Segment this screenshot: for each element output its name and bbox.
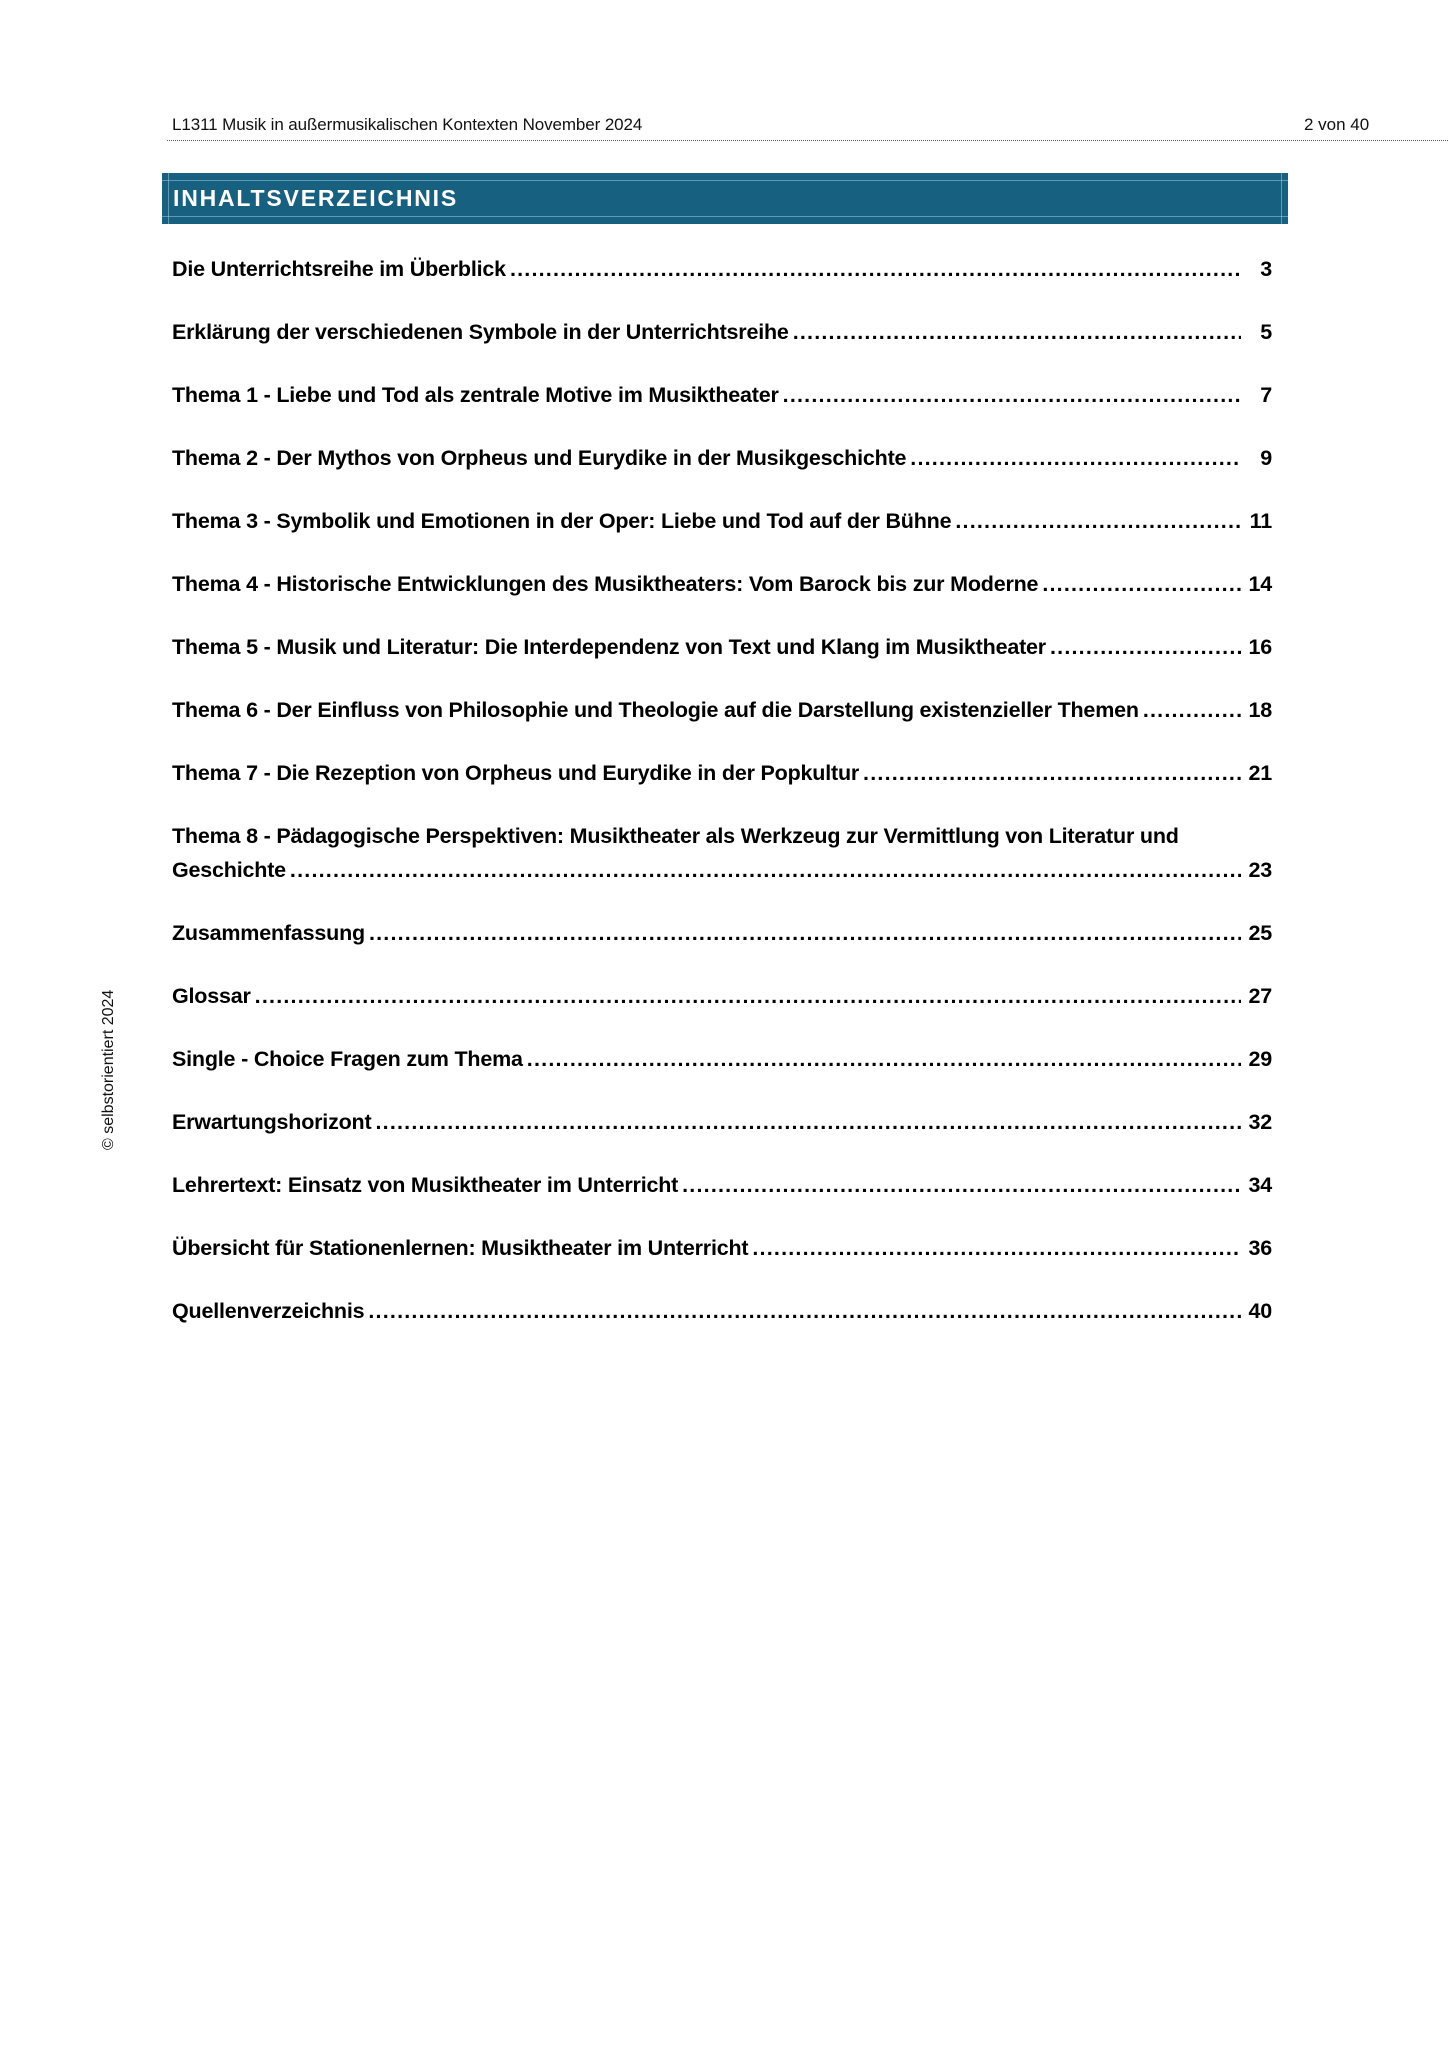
toc-entry-title[interactable]: Thema 1 - Liebe und Tod als zentrale Motive im Musiktheater — [172, 383, 779, 407]
heading-border-line — [162, 216, 1288, 217]
toc-dot-leader — [369, 916, 1241, 950]
toc-dot-leader — [682, 1168, 1241, 1202]
toc-entry-title[interactable]: Erklärung der verschiedenen Symbole in der Unterrichtsreihe — [172, 320, 789, 344]
toc-dot-leader — [255, 979, 1241, 1013]
toc-entry-page[interactable]: 16 — [1248, 635, 1272, 659]
toc-entry-page[interactable]: 9 — [1260, 446, 1272, 470]
toc-heading-bar — [162, 173, 1288, 224]
toc-dot-leader — [783, 378, 1241, 412]
toc-heading: INHALTSVERZEICHNIS — [173, 185, 458, 211]
toc-dot-leader — [863, 756, 1241, 790]
toc-entry[interactable] — [172, 378, 1272, 412]
toc-dot-leader — [752, 1231, 1241, 1265]
toc-entry[interactable] — [172, 979, 1272, 1013]
toc-entry-page[interactable]: 29 — [1248, 1047, 1272, 1071]
toc-dot-leader — [527, 1042, 1241, 1076]
toc-entry-title[interactable]: Thema 5 - Musik und Literatur: Die Interdependenz von Text und Klang im Musiktheater — [172, 635, 1046, 659]
toc-entry-title[interactable]: Erwartungshorizont — [172, 1110, 372, 1134]
toc-entry-title[interactable]: Übersicht für Stationenlernen: Musiktheater im Unterricht — [172, 1236, 749, 1260]
toc-entry[interactable] — [172, 756, 1272, 790]
toc-entry-title-line1[interactable]: Thema 8 - Pädagogische Perspektiven: Musiktheater als Werkzeug zur Vermittlung von Literatur und — [172, 824, 1179, 848]
heading-border-line — [162, 180, 1288, 181]
page-indicator: 2 von 40 — [1304, 115, 1370, 134]
heading-border-line — [168, 173, 169, 224]
toc-entry[interactable] — [172, 1168, 1272, 1202]
toc-entry-page[interactable]: 5 — [1260, 320, 1272, 344]
toc-entry[interactable] — [172, 1105, 1272, 1139]
heading-border-line — [1281, 173, 1282, 224]
toc-entry[interactable] — [172, 252, 1272, 286]
toc-dot-leader — [910, 441, 1241, 475]
toc-entry-title[interactable]: Thema 7 - Die Rezeption von Orpheus und Eurydike in der Popkultur — [172, 761, 860, 785]
toc-dot-leader — [510, 252, 1241, 286]
toc-entry[interactable] — [172, 504, 1272, 538]
toc-entry[interactable] — [172, 916, 1272, 950]
toc-dot-leader — [1143, 693, 1241, 727]
toc-entry[interactable] — [172, 1231, 1272, 1265]
copyright-notice: © selbstorientiert 2024 — [100, 989, 117, 1150]
toc-entry-page[interactable]: 34 — [1248, 1173, 1272, 1197]
toc-entry[interactable] — [172, 1042, 1272, 1076]
toc-entry[interactable] — [172, 315, 1272, 349]
toc-dot-leader — [1050, 630, 1241, 664]
toc-entry-page[interactable]: 36 — [1248, 1236, 1272, 1260]
toc-entry-page[interactable]: 3 — [1260, 257, 1272, 281]
toc-entry-page[interactable]: 23 — [1248, 858, 1272, 882]
toc-entry-title[interactable]: Zusammenfassung — [172, 921, 365, 945]
table-of-contents — [172, 252, 1272, 1357]
toc-dot-leader — [793, 315, 1241, 349]
toc-dot-leader — [1042, 567, 1241, 601]
toc-entry-title[interactable]: Thema 3 - Symbolik und Emotionen in der Oper: Liebe und Tod auf der Bühne — [172, 509, 952, 533]
toc-entry-title[interactable]: Thema 6 - Der Einfluss von Philosophie und Theologie auf die Darstellung existenzieller Themen — [172, 698, 1139, 722]
toc-entry-title[interactable]: Thema 4 - Historische Entwicklungen des Musiktheaters: Vom Barock bis zur Moderne — [172, 572, 1039, 596]
toc-dot-leader — [290, 853, 1241, 887]
toc-dot-leader — [375, 1105, 1241, 1139]
toc-entry[interactable] — [172, 441, 1272, 475]
toc-entry[interactable] — [172, 819, 1272, 887]
toc-entry-title[interactable]: Glossar — [172, 984, 251, 1008]
document-title: L1311 Musik in außermusikalischen Kontexten November 2024 — [172, 115, 643, 134]
toc-dot-leader — [368, 1294, 1241, 1328]
toc-entry-title[interactable]: Lehrertext: Einsatz von Musiktheater im Unterricht — [172, 1173, 679, 1197]
toc-entry-page[interactable]: 27 — [1248, 984, 1272, 1008]
toc-entry-page[interactable]: 40 — [1248, 1299, 1272, 1323]
toc-entry-title[interactable]: Die Unterrichtsreihe im Überblick — [172, 257, 506, 281]
toc-dot-leader — [955, 504, 1241, 538]
toc-entry-title[interactable]: Quellenverzeichnis — [172, 1299, 365, 1323]
toc-entry-page[interactable]: 25 — [1248, 921, 1272, 945]
toc-entry-title[interactable]: Thema 2 - Der Mythos von Orpheus und Eurydike in der Musikgeschichte — [172, 446, 907, 470]
toc-entry[interactable] — [172, 630, 1272, 664]
toc-entry-title[interactable]: Geschichte — [172, 858, 286, 882]
toc-entry-page[interactable]: 18 — [1248, 698, 1272, 722]
toc-entry[interactable] — [172, 1294, 1272, 1328]
toc-entry-page[interactable]: 7 — [1260, 383, 1272, 407]
toc-entry-title[interactable]: Single - Choice Fragen zum Thema — [172, 1047, 523, 1071]
toc-entry-page[interactable]: 32 — [1248, 1110, 1272, 1134]
toc-entry-page[interactable]: 14 — [1248, 572, 1272, 596]
toc-entry[interactable] — [172, 567, 1272, 601]
page-header — [167, 112, 1448, 141]
toc-entry-page[interactable]: 11 — [1249, 509, 1272, 533]
toc-entry[interactable] — [172, 693, 1272, 727]
toc-entry-page[interactable]: 21 — [1248, 761, 1272, 785]
